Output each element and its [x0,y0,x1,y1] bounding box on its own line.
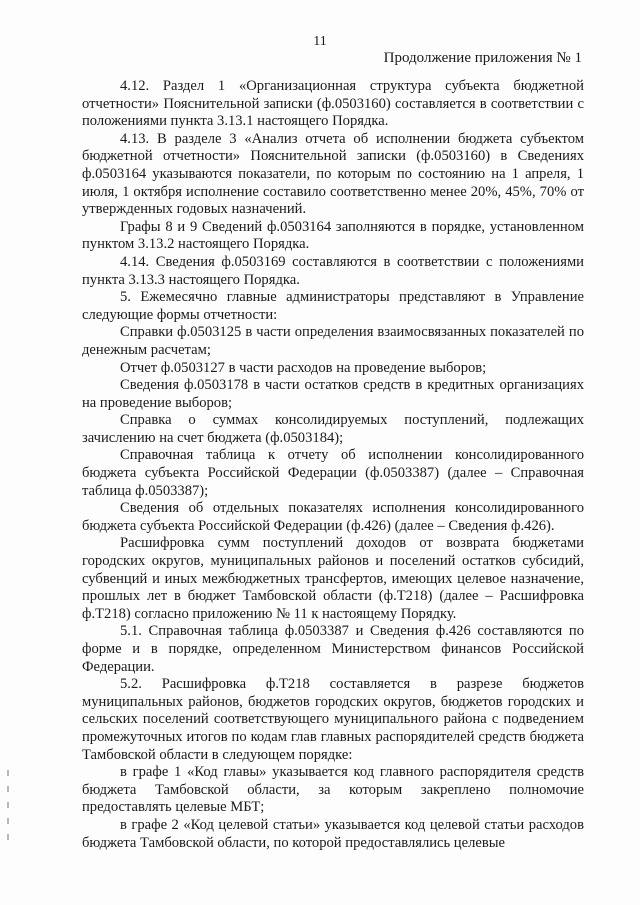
paragraph-5: 5. Ежемесячно главные администраторы представляют в Управление следующие формы отчетности: [82,289,584,323]
paragraph-5-1: 5.1. Справочная таблица ф.0503387 и Сведения ф.426 составляются по форме и в порядке, определенном Министерством финансов Российской Федерации. [82,623,584,675]
scan-mark [7,770,9,776]
list-item-form-0503184: Справка о суммах консолидируемых поступлений, подлежащих зачислению на счет бюджета (ф.0503184); [82,412,584,446]
paragraph-4-12: 4.12. Раздел 1 «Организационная структура субъекта бюджетной отчетности» Пояснительной записки (ф.0503160) составляется в соответствии с положениями пункта 3.13.1 настоящего Порядка. [82,78,584,130]
paragraph-column-2: в графе 2 «Код целевой статьи» указывается код целевой статьи расходов бюджета Тамбовской области, по которой предоставлялись целевые [82,816,584,851]
appendix-continuation-header: Продолжение приложения № 1 [383,50,582,66]
list-item-form-426: Сведения об отдельных показателях исполнения консолидированного бюджета субъекта Российской Федерации (ф.426) (далее – Сведения ф.426). [82,500,584,534]
list-item-form-0503127: Отчет ф.0503127 в части расходов на проведение выборов; [120,359,487,376]
scan-mark [7,802,9,808]
document-body [82,78,584,852]
scan-margin-marks [6,760,10,880]
list-item-form-0503125: Справки ф.0503125 в части определения взаимосвязанных показателей по денежным расчетам; [82,324,584,358]
paragraph-4-13: 4.13. В разделе 3 «Анализ отчета об исполнении бюджета субъектом бюджетной отчетности» Пояснительной записки (ф.0503160) в Сведениях ф.0503164 указываются показатели, по которым по состоянию на 1 апреля, 1 июля, 1 октября исполнение составило соответственно менее 20%, 45%, 70% от утвержденных годовых назначений. [82,130,584,218]
paragraph-5-2: 5.2. Расшифровка ф.Т218 составляется в разрезе бюджетов муниципальных районов, бюджетов городских округов, бюджетов городских и сельских поселений соответствующего муниципального района с подведением промежуточных итогов по кодам глав главных распорядителей средств бюджета Тамбовской области в следующем порядке: [82,676,584,763]
paragraph-4-14: 4.14. Сведения ф.0503169 составляются в соответствии с положениями пункта 3.13.3 настоящего Порядка. [82,253,584,288]
scan-mark [7,818,9,824]
paragraph-columns-8-9: Графы 8 и 9 Сведений ф.0503164 заполняются в порядке, установленном пунктом 3.13.2 настоящего Порядка. [82,218,584,253]
paragraph-column-1: в графе 1 «Код главы» указывается код главного распорядителя средств бюджета Тамбовской области, за которым закреплено полномочие предоставлять целевые МБТ; [82,764,584,816]
scan-mark [7,786,9,792]
list-item-form-0503387: Справочная таблица к отчету об исполнении консолидированного бюджета субъекта Российской Федерации (ф.0503387) (далее – Справочная таблица ф.0503387); [82,447,584,499]
list-item-form-0503178: Сведения ф.0503178 в части остатков средств в кредитных организациях на проведение выборов; [82,377,584,411]
page-number: 11 [313,34,327,49]
scan-mark [7,834,9,840]
list-item-form-t218: Расшифровка сумм поступлений доходов от возврата бюджетами городских округов, муниципальных районов и поселений остатков субсидий, субвенций и иных межбюджетных трансфертов, имеющих целевое назначение, прошлых лет в бюджет Тамбовской области (ф.Т218) (далее – Расшифровка ф.Т218) согласно приложению № 11 к настоящему Порядку. [82,535,584,622]
